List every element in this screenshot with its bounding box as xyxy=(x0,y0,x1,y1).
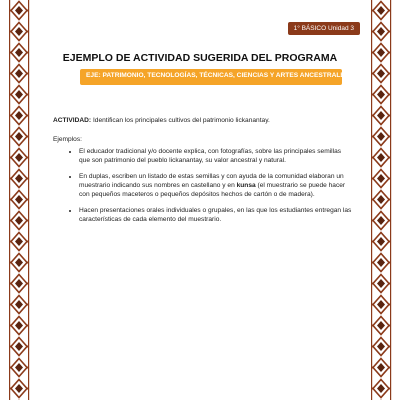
border-tick xyxy=(10,388,12,390)
border-diamond-core xyxy=(377,237,385,246)
border-diamond-core xyxy=(377,174,385,183)
activity-text: Identifican los principales cultivos del patrimonio lickanantay. xyxy=(91,117,270,124)
border-tick xyxy=(27,367,29,369)
border-tick xyxy=(27,199,29,201)
border-tick xyxy=(372,178,374,180)
border-tick xyxy=(10,346,12,348)
border-tick xyxy=(389,115,391,117)
border-tick xyxy=(389,10,391,12)
border-tick xyxy=(27,241,29,243)
border-diamond-core xyxy=(15,90,23,99)
border-tick xyxy=(27,10,29,12)
border-tick xyxy=(389,31,391,33)
border-tick xyxy=(10,262,12,264)
activity-label: ACTIVIDAD: xyxy=(53,117,92,124)
border-tick xyxy=(27,178,29,180)
border-tick xyxy=(10,367,12,369)
border-diamond-core xyxy=(15,216,23,225)
border-tick xyxy=(372,199,374,201)
border-diamond-core xyxy=(15,174,23,183)
border-diamond-core xyxy=(15,27,23,36)
border-tick xyxy=(372,241,374,243)
border-diamond-core xyxy=(15,363,23,372)
border-tick xyxy=(10,325,12,327)
border-tick xyxy=(372,388,374,390)
border-tick xyxy=(389,178,391,180)
border-diamond-core xyxy=(15,153,23,162)
border-diamond-core xyxy=(377,279,385,288)
border-diamond-core xyxy=(15,300,23,309)
border-tick xyxy=(27,388,29,390)
border-tick xyxy=(372,31,374,33)
border-tick xyxy=(27,94,29,96)
border-diamond-core xyxy=(377,258,385,267)
border-tick xyxy=(10,178,12,180)
border-tick xyxy=(27,136,29,138)
border-tick xyxy=(389,367,391,369)
activity-line xyxy=(53,116,353,125)
list-item xyxy=(79,206,353,224)
border-diamond-core xyxy=(15,384,23,393)
border-diamond-core xyxy=(15,195,23,204)
border-tick xyxy=(27,304,29,306)
border-tick xyxy=(27,220,29,222)
list-item-text-a: En duplas, escriben un listado de estas semillas y con ayuda de la comunidad elaboran un muestrario indicando sus nombres en castellano y en xyxy=(79,173,344,189)
border-tick xyxy=(389,388,391,390)
list-item-text: El educador tradicional y/o docente explica, con fotografías, sobre las principales semillas que son patrimonio del pueblo lickanantay, su valor ancestral y natural. xyxy=(79,148,342,164)
border-tick xyxy=(389,241,391,243)
border-tick xyxy=(372,73,374,75)
border-tick xyxy=(27,325,29,327)
border-diamond-core xyxy=(377,321,385,330)
border-tick xyxy=(372,346,374,348)
border-tick xyxy=(389,136,391,138)
border-tick xyxy=(10,199,12,201)
border-tick xyxy=(10,220,12,222)
border-tick xyxy=(27,346,29,348)
border-tick xyxy=(389,73,391,75)
border-diamond-core xyxy=(15,111,23,120)
page-title: EJEMPLO DE ACTIVIDAD SUGERIDA DEL PROGRAMA xyxy=(62,52,338,64)
border-diamond-core xyxy=(377,216,385,225)
border-tick xyxy=(372,94,374,96)
border-tick xyxy=(389,325,391,327)
eje-banner xyxy=(80,69,351,85)
border-diamond-core xyxy=(377,195,385,204)
border-tick xyxy=(372,220,374,222)
border-diamond-core xyxy=(377,111,385,120)
border-diamond-core xyxy=(15,132,23,141)
eje-text: EJE: PATRIMONIO, TECNOLOGÍAS, TÉCNICAS, CIENCIAS Y ARTES ANCESTRALES. xyxy=(86,72,351,79)
border-diamond-core xyxy=(15,321,23,330)
border-diamond-core xyxy=(15,258,23,267)
border-diamond-core xyxy=(15,6,23,15)
border-tick xyxy=(372,262,374,264)
border-diamond-core xyxy=(377,132,385,141)
border-diamond-core xyxy=(377,90,385,99)
border-tick xyxy=(10,115,12,117)
activity-content xyxy=(53,116,353,231)
border-tick xyxy=(27,283,29,285)
border-tick xyxy=(389,94,391,96)
border-tick xyxy=(27,157,29,159)
border-tick xyxy=(10,241,12,243)
border-tick xyxy=(372,115,374,117)
border-diamond-core xyxy=(377,6,385,15)
border-tick xyxy=(27,115,29,117)
border-tick xyxy=(10,136,12,138)
border-tick xyxy=(389,199,391,201)
border-tick xyxy=(10,31,12,33)
border-tick xyxy=(389,304,391,306)
list-item-text: Hacen presentaciones orales individuales o grupales, en las que los estudiantes entregan las características de cada elemento del muestrario. xyxy=(79,207,352,223)
border-diamond-core xyxy=(15,237,23,246)
border-tick xyxy=(10,283,12,285)
kunsa-term: kunsa xyxy=(236,182,256,189)
border-tick xyxy=(10,10,12,12)
border-diamond-core xyxy=(377,27,385,36)
border-tick xyxy=(389,346,391,348)
border-tick xyxy=(27,31,29,33)
border-tick xyxy=(389,262,391,264)
unit-badge: 1° BÁSICO Unidad 3 xyxy=(288,22,360,35)
border-tick xyxy=(10,304,12,306)
border-tick xyxy=(389,283,391,285)
border-tick xyxy=(372,304,374,306)
border-tick xyxy=(372,367,374,369)
border-diamond-core xyxy=(377,69,385,78)
border-tick xyxy=(372,157,374,159)
border-diamond-core xyxy=(377,342,385,351)
border-tick xyxy=(372,283,374,285)
border-tick xyxy=(372,136,374,138)
border-tick xyxy=(10,94,12,96)
border-diamond-core xyxy=(377,300,385,309)
border-diamond-core xyxy=(377,384,385,393)
border-tick xyxy=(10,157,12,159)
border-tick xyxy=(389,157,391,159)
border-tick xyxy=(372,325,374,327)
border-diamond-core xyxy=(377,363,385,372)
border-diamond-core xyxy=(15,69,23,78)
border-tick xyxy=(372,10,374,12)
list-item xyxy=(79,172,353,199)
border-tick xyxy=(10,73,12,75)
border-diamond-core xyxy=(15,279,23,288)
list-item xyxy=(79,147,353,165)
examples-list xyxy=(53,147,353,224)
border-tick xyxy=(389,220,391,222)
border-tick xyxy=(27,262,29,264)
border-diamond-core xyxy=(15,342,23,351)
list-item-text-b: (el muestrario se puede hacer con pequeños maceteros o pequeños depósitos hechos de cartón o de madera). xyxy=(79,182,346,198)
border-diamond-core xyxy=(377,153,385,162)
border-tick xyxy=(27,73,29,75)
examples-label: Ejemplos: xyxy=(53,136,82,143)
